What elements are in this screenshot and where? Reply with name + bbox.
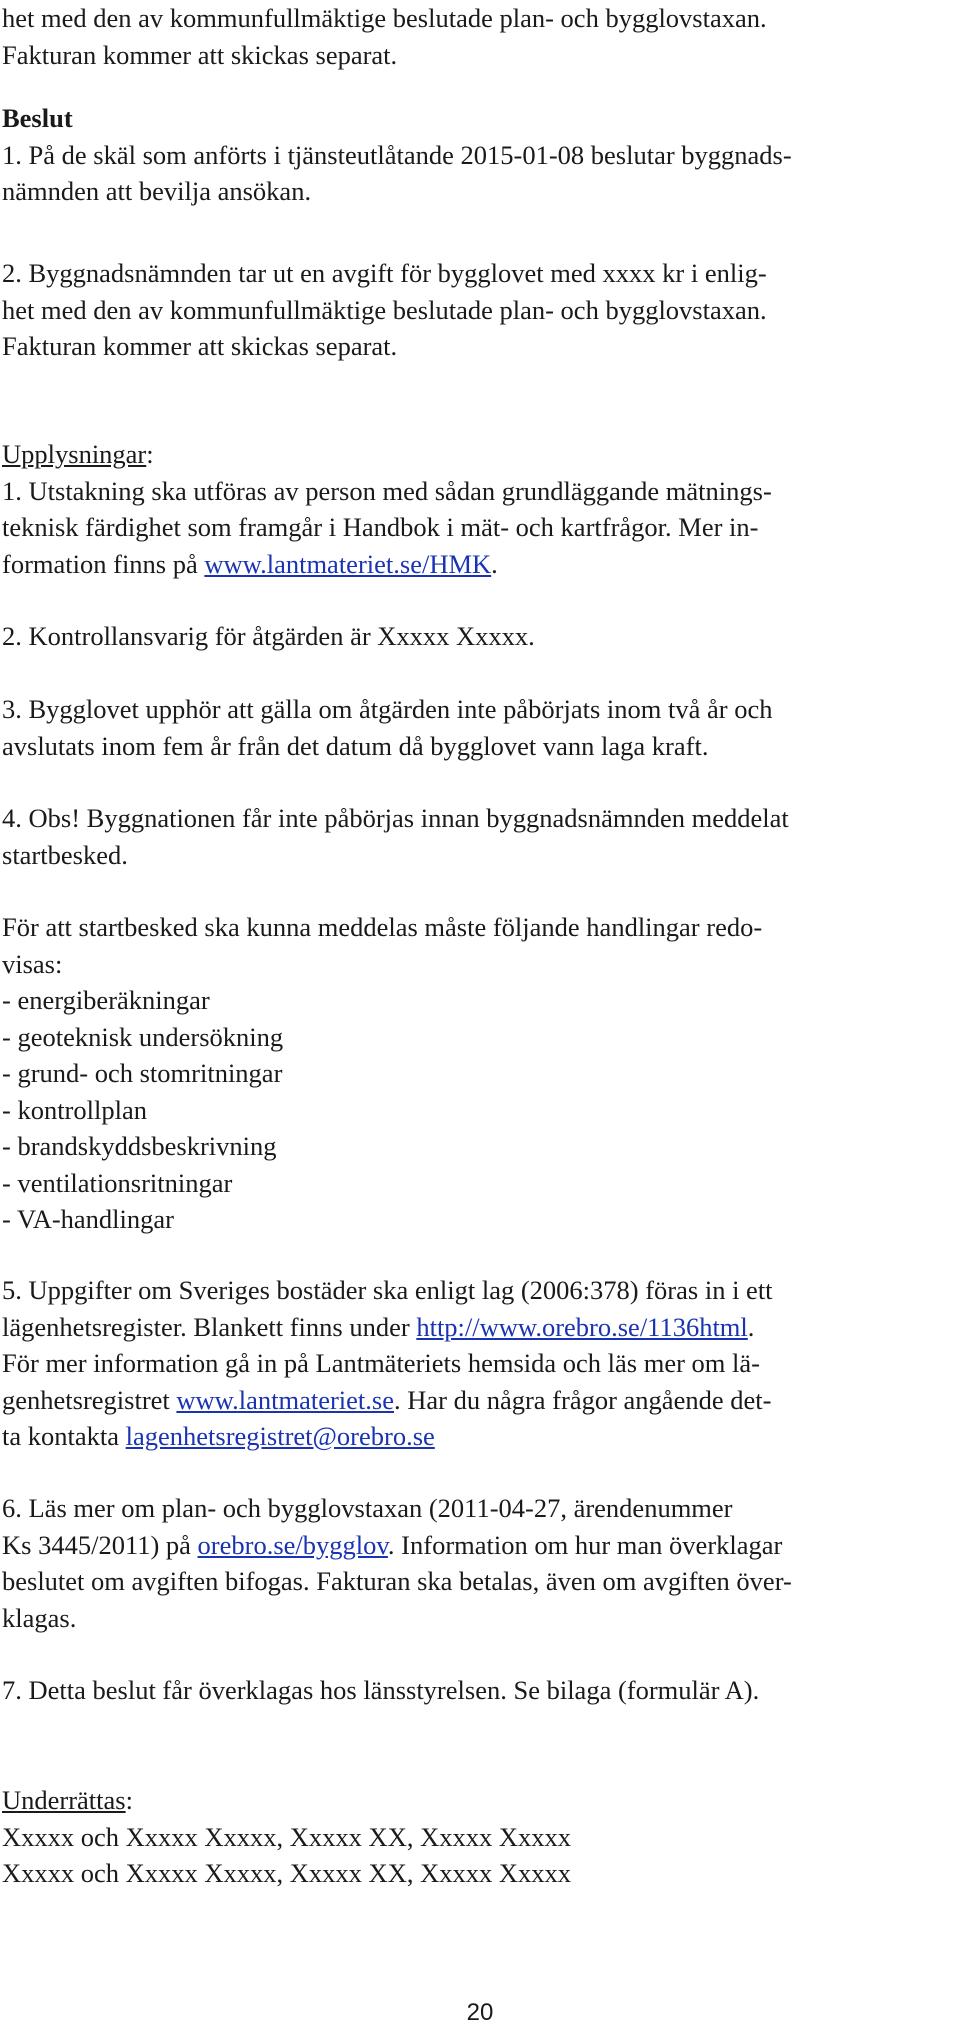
text-span: ta kontakta bbox=[2, 1421, 126, 1451]
heading-colon: : bbox=[125, 1785, 133, 1815]
upplysningar-item-6 bbox=[2, 1490, 952, 1636]
intro-paragraph bbox=[2, 0, 952, 73]
text-span: genhetsregistret bbox=[2, 1384, 177, 1415]
recipient-line: Xxxxx och Xxxxx Xxxxx, Xxxxx XX, Xxxxx Xxxxx bbox=[2, 1821, 571, 1852]
upplysningar-item-7 bbox=[2, 1672, 952, 1709]
upplysningar-heading: Upplysningar bbox=[2, 439, 147, 469]
text-span: formation finns på bbox=[2, 548, 205, 579]
list-item: - geoteknisk undersökning bbox=[2, 1021, 284, 1052]
text-line: 7. Detta beslut får överklagas hos länsstyrelsen. Se bilaga (formulär A). bbox=[2, 1675, 760, 1705]
upplysningar-item-4 bbox=[2, 800, 952, 873]
text-line: nämnden att bevilja ansökan. bbox=[2, 176, 312, 206]
list-item: - ventilationsritningar bbox=[2, 1167, 233, 1198]
text-span: . bbox=[747, 1311, 755, 1342]
upplysningar-heading-line bbox=[2, 436, 952, 473]
text-line: 1. På de skäl som anförts i tjänsteutlåtande 2015-01-08 beslutar byggnads- bbox=[2, 139, 792, 170]
beslut-item-2 bbox=[2, 255, 952, 365]
text-line bbox=[2, 1527, 952, 1564]
text-line: beslutet om avgiften bifogas. Fakturan ska betalas, även om avgiften över- bbox=[2, 1566, 792, 1596]
lantmateriet-link[interactable]: www.lantmateriet.se bbox=[176, 1384, 394, 1415]
text-line bbox=[2, 1382, 952, 1419]
upplysningar-item-3 bbox=[2, 691, 952, 764]
text-line: 2. Byggnadsnämnden tar ut en avgift för bygglovet med xxxx kr i enlig- bbox=[2, 258, 767, 288]
text-line: startbesked. bbox=[2, 839, 128, 870]
blankett-link[interactable]: http://www.orebro.se/1136html bbox=[416, 1311, 748, 1342]
recipient-line: Xxxxx och Xxxxx Xxxxx, Xxxxx XX, Xxxxx Xxxxx bbox=[2, 1858, 571, 1888]
list-item: - VA-handlingar bbox=[2, 1204, 174, 1234]
text-line: klagas. bbox=[2, 1602, 77, 1633]
text-line: het med den av kommunfullmäktige beslutade plan- och bygglovstaxan. bbox=[2, 3, 767, 33]
text-line bbox=[2, 1309, 952, 1346]
upplysningar-item-2 bbox=[2, 618, 952, 655]
text-line: 3. Bygglovet upphör att gälla om åtgärden inte påbörjats inom två år och bbox=[2, 694, 773, 724]
text-line: Fakturan kommer att skickas separat. bbox=[2, 331, 398, 361]
text-line: teknisk färdighet som framgår i Handbok i mät- och kartfrågor. Mer in- bbox=[2, 512, 759, 542]
text-span: . Information om hur man överklagar bbox=[387, 1529, 783, 1560]
text-span: . bbox=[491, 548, 498, 579]
text-line: 5. Uppgifter om Sveriges bostäder ska enligt lag (2006:378) föras in i ett bbox=[2, 1275, 773, 1305]
page-number: 20 bbox=[466, 1999, 494, 2026]
bygglov-link[interactable]: orebro.se/bygglov bbox=[197, 1529, 388, 1560]
beslut-section bbox=[2, 100, 952, 210]
list-item: - energiberäkningar bbox=[2, 985, 210, 1015]
list-item: - grund- och stomritningar bbox=[2, 1058, 283, 1088]
text-span: lägenhetsregister. Blankett finns under bbox=[2, 1311, 417, 1342]
text-line: 4. Obs! Byggnationen får inte påbörjas innan byggnadsnämnden meddelat bbox=[2, 803, 789, 833]
text-line: Fakturan kommer att skickas separat. bbox=[2, 39, 398, 70]
underrattas-section bbox=[2, 1782, 952, 1892]
beslut-heading: Beslut bbox=[2, 103, 73, 133]
startbesked-paragraph bbox=[2, 909, 952, 1238]
email-link[interactable]: lagenhetsregistret@orebro.se bbox=[125, 1421, 435, 1451]
upplysningar-item-5 bbox=[2, 1272, 952, 1455]
text-line: avslutats inom fem år från det datum då bygglovet vann laga kraft. bbox=[2, 730, 709, 761]
text-line: 6. Läs mer om plan- och bygglovstaxan (2011-04-27, ärendenummer bbox=[2, 1493, 733, 1523]
text-line: 1. Utstakning ska utföras av person med sådan grundläggande mätnings- bbox=[2, 475, 772, 506]
underrattas-heading-line bbox=[2, 1782, 952, 1819]
list-item: - kontrollplan bbox=[2, 1094, 147, 1125]
text-span: Ks 3445/2011) på bbox=[2, 1529, 198, 1560]
text-line bbox=[2, 546, 952, 583]
list-item: - brandskyddsbeskrivning bbox=[2, 1131, 277, 1161]
upplysningar-section bbox=[2, 436, 952, 582]
text-line: visas: bbox=[2, 948, 63, 979]
text-line: För mer information gå in på Lantmäteriets hemsida och läs mer om lä- bbox=[2, 1348, 760, 1378]
hmk-link[interactable]: www.lantmateriet.se/HMK bbox=[204, 548, 492, 579]
text-span: . Har du några frågor angående det- bbox=[393, 1384, 772, 1415]
text-line: het med den av kommunfullmäktige beslutade plan- och bygglovstaxan. bbox=[2, 294, 767, 325]
underrattas-heading: Underrättas bbox=[2, 1785, 126, 1815]
text-line: För att startbesked ska kunna meddelas måste följande handlingar redo- bbox=[2, 912, 763, 942]
text-line: 2. Kontrollansvarig för åtgärden är Xxxxx Xxxxx. bbox=[2, 621, 535, 651]
text-line bbox=[2, 1418, 952, 1455]
heading-colon: : bbox=[146, 439, 154, 469]
